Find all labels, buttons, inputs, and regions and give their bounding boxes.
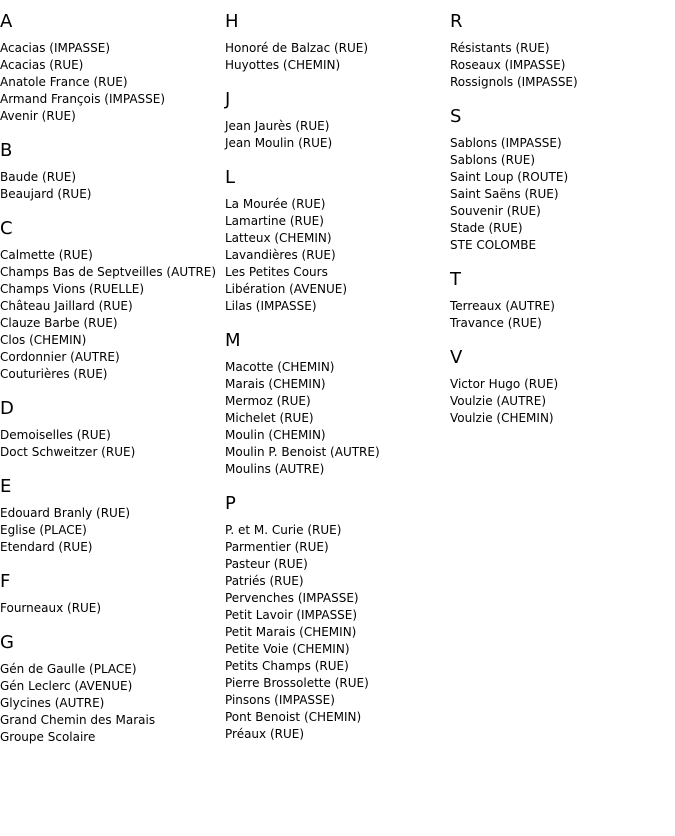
street-entry[interactable]: Eglise (PLACE) xyxy=(0,523,87,537)
street-entry[interactable]: Clauze Barbe (RUE) xyxy=(0,316,118,330)
street-entry[interactable]: Petit Marais (CHEMIN) xyxy=(225,625,357,639)
street-entry[interactable]: Champs Bas de Septveilles (AUTRE) xyxy=(0,265,217,279)
street-entry[interactable]: Etendard (RUE) xyxy=(0,540,93,554)
street-entry[interactable]: Lavandières (RUE) xyxy=(225,248,336,262)
letter-section xyxy=(0,633,225,746)
street-entry[interactable]: Parmentier (RUE) xyxy=(225,540,329,554)
street-entry[interactable]: Demoiselles (RUE) xyxy=(0,428,111,442)
street-list xyxy=(225,522,450,743)
street-entry[interactable]: Armand François (IMPASSE) xyxy=(0,92,166,106)
street-entry[interactable]: Petite Voie (CHEMIN) xyxy=(225,642,350,656)
section-letter-heading: S xyxy=(450,106,462,127)
street-entry[interactable]: Acacias (IMPASSE) xyxy=(0,41,111,55)
street-entry[interactable]: Petit Lavoir (IMPASSE) xyxy=(225,608,358,622)
letter-section xyxy=(450,270,675,332)
street-entry[interactable]: Grand Chemin des Marais xyxy=(0,713,156,727)
street-index-column-1 xyxy=(0,0,225,746)
letter-section xyxy=(450,107,675,254)
section-letter-heading: V xyxy=(450,347,463,368)
street-list xyxy=(450,298,675,332)
letter-section xyxy=(0,219,225,383)
section-letter-heading: P xyxy=(225,493,236,514)
street-entry[interactable]: Honoré de Balzac (RUE) xyxy=(225,41,369,55)
street-entry[interactable]: Fourneaux (RUE) xyxy=(0,601,102,615)
letter-section xyxy=(225,494,450,743)
street-list xyxy=(225,118,450,152)
letter-section xyxy=(0,477,225,556)
section-letter-heading: F xyxy=(0,571,11,592)
street-entry[interactable]: Souvenir (RUE) xyxy=(450,204,541,218)
street-entry[interactable]: Jean Jaurès (RUE) xyxy=(225,119,330,133)
street-entry[interactable]: Jean Moulin (RUE) xyxy=(225,136,333,150)
street-entry[interactable]: Petits Champs (RUE) xyxy=(225,659,349,673)
street-entry[interactable]: STE COLOMBE xyxy=(450,238,537,252)
street-entry[interactable]: Victor Hugo (RUE) xyxy=(450,377,559,391)
street-entry[interactable]: Saint Saëns (RUE) xyxy=(450,187,559,201)
street-entry[interactable]: Pierre Brossolette (RUE) xyxy=(225,676,369,690)
street-entry[interactable]: Latteux (CHEMIN) xyxy=(225,231,332,245)
section-letter-heading: J xyxy=(225,89,231,110)
street-entry[interactable]: Champs Vions (RUELLE) xyxy=(0,282,145,296)
street-list xyxy=(225,196,450,315)
section-letter-heading: T xyxy=(450,269,461,290)
street-entry[interactable]: Acacias (RUE) xyxy=(0,58,84,72)
street-entry[interactable]: Les Petites Cours xyxy=(225,265,328,279)
street-entry[interactable]: P. et M. Curie (RUE) xyxy=(225,523,342,537)
street-entry[interactable]: Roseaux (IMPASSE) xyxy=(450,58,566,72)
street-entry[interactable]: Moulins (AUTRE) xyxy=(225,462,325,476)
street-entry[interactable]: Doct Schweitzer (RUE) xyxy=(0,445,136,459)
street-list xyxy=(0,505,225,556)
street-entry[interactable]: Voulzie (AUTRE) xyxy=(450,394,546,408)
street-entry[interactable]: Château Jaillard (RUE) xyxy=(0,299,133,313)
letter-section xyxy=(0,399,225,461)
street-list xyxy=(0,427,225,461)
letter-section xyxy=(450,348,675,427)
street-entry[interactable]: Résistants (RUE) xyxy=(450,41,550,55)
street-list xyxy=(0,247,225,383)
street-entry[interactable]: Macotte (CHEMIN) xyxy=(225,360,335,374)
street-entry[interactable]: Cordonnier (AUTRE) xyxy=(0,350,120,364)
street-entry[interactable]: Edouard Branly (RUE) xyxy=(0,506,131,520)
street-entry[interactable]: Baude (RUE) xyxy=(0,170,77,184)
letter-section xyxy=(225,168,450,315)
street-entry[interactable]: Gén de Gaulle (PLACE) xyxy=(0,662,137,676)
street-entry[interactable]: Pervenches (IMPASSE) xyxy=(225,591,359,605)
letter-section xyxy=(225,90,450,152)
section-letter-heading: G xyxy=(0,632,14,653)
street-entry[interactable]: Glycines (AUTRE) xyxy=(0,696,105,710)
street-entry[interactable]: Calmette (RUE) xyxy=(0,248,93,262)
street-entry[interactable]: Voulzie (CHEMIN) xyxy=(450,411,554,425)
street-list xyxy=(450,135,675,254)
section-letter-heading: B xyxy=(0,140,13,161)
street-entry[interactable]: Marais (CHEMIN) xyxy=(225,377,326,391)
street-entry[interactable]: Préaux (RUE) xyxy=(225,727,305,741)
street-entry[interactable]: Mermoz (RUE) xyxy=(225,394,311,408)
street-entry[interactable]: Couturières (RUE) xyxy=(0,367,108,381)
letter-section xyxy=(225,331,450,478)
section-letter-heading: L xyxy=(225,167,236,188)
street-entry[interactable]: Patriés (RUE) xyxy=(225,574,304,588)
street-entry[interactable]: Pinsons (IMPASSE) xyxy=(225,693,335,707)
street-entry[interactable]: Pont Benoist (CHEMIN) xyxy=(225,710,362,724)
street-entry[interactable]: Lilas (IMPASSE) xyxy=(225,299,317,313)
street-index-column-2 xyxy=(225,0,450,743)
street-entry[interactable]: Sablons (IMPASSE) xyxy=(450,136,562,150)
street-entry[interactable]: Stade (RUE) xyxy=(450,221,523,235)
street-entry[interactable]: Avenir (RUE) xyxy=(0,109,76,123)
street-list xyxy=(0,600,225,617)
street-index-column-3 xyxy=(450,0,675,427)
section-letter-heading: D xyxy=(0,398,14,419)
street-entry[interactable]: Gén Leclerc (AVENUE) xyxy=(0,679,133,693)
letter-section xyxy=(0,12,225,125)
street-list xyxy=(450,376,675,427)
section-letter-heading: H xyxy=(225,11,239,32)
street-list xyxy=(225,359,450,478)
section-letter-heading: M xyxy=(225,330,241,351)
street-entry[interactable]: Rossignols (IMPASSE) xyxy=(450,75,578,89)
street-entry[interactable]: Saint Loup (ROUTE) xyxy=(450,170,569,184)
letter-section xyxy=(0,141,225,203)
letter-section xyxy=(0,572,225,617)
street-entry[interactable]: Huyottes (CHEMIN) xyxy=(225,58,341,72)
street-entry[interactable]: Moulin (CHEMIN) xyxy=(225,428,326,442)
letter-section xyxy=(450,12,675,91)
street-list xyxy=(225,40,450,74)
section-letter-heading: E xyxy=(0,476,12,497)
street-entry[interactable]: La Mourée (RUE) xyxy=(225,197,326,211)
street-entry[interactable]: Terreaux (AUTRE) xyxy=(450,299,555,313)
street-entry[interactable]: Anatole France (RUE) xyxy=(0,75,128,89)
street-entry[interactable]: Travance (RUE) xyxy=(450,316,542,330)
section-letter-heading: A xyxy=(0,11,13,32)
street-entry[interactable]: Libération (AVENUE) xyxy=(225,282,348,296)
street-list xyxy=(0,169,225,203)
section-letter-heading: C xyxy=(0,218,13,239)
street-entry[interactable]: Moulin P. Benoist (AUTRE) xyxy=(225,445,380,459)
street-entry[interactable]: Sablons (RUE) xyxy=(450,153,536,167)
street-entry[interactable]: Lamartine (RUE) xyxy=(225,214,324,228)
street-list xyxy=(0,661,225,746)
street-list xyxy=(0,40,225,125)
street-entry[interactable]: Michelet (RUE) xyxy=(225,411,314,425)
street-entry[interactable]: Beaujard (RUE) xyxy=(0,187,92,201)
street-list xyxy=(450,40,675,91)
street-entry[interactable]: Clos (CHEMIN) xyxy=(0,333,87,347)
street-entry[interactable]: Pasteur (RUE) xyxy=(225,557,308,571)
section-letter-heading: R xyxy=(450,11,463,32)
street-entry[interactable]: Groupe Scolaire xyxy=(0,730,96,744)
letter-section xyxy=(225,12,450,74)
